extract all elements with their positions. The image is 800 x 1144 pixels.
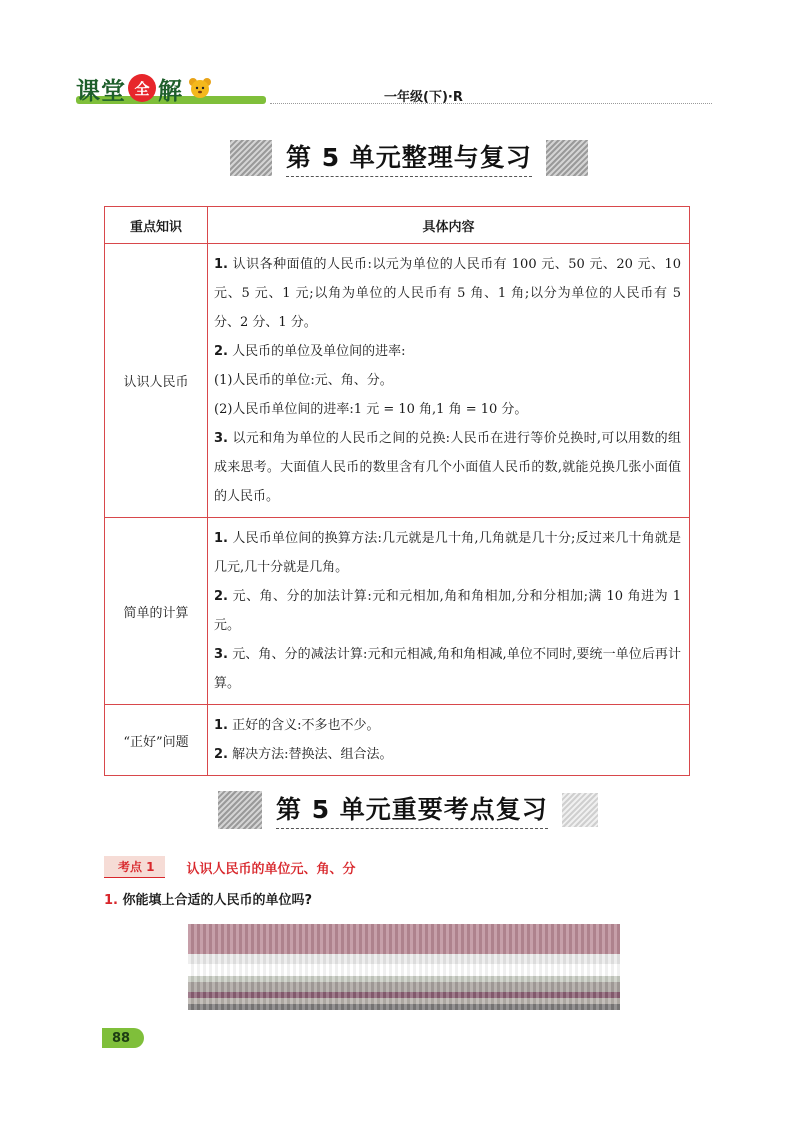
title-decoration-left [230,140,272,176]
content-item: 2. 元、角、分的加法计算:元和元相加,角和角相加,分和分相加;满 10 角进为 1 元。 [214,589,681,633]
row-topic: “正好”问题 [105,705,208,776]
content-item: 2. 解决方法:替换法、组合法。 [214,747,393,762]
book-logo [76,70,213,106]
title-decoration-right [562,793,598,827]
section-title-keypoints [218,790,598,829]
keypoint-tag: 考点 1 [104,856,165,878]
section-title-text: 第 5 单元重要考点复习 [276,790,548,829]
grade-label: 一年级(下)·R [384,90,463,105]
column-header-topic: 重点知识 [105,207,208,244]
bear-mascot-icon [187,77,213,99]
question-number: 1. [104,893,118,908]
table-row [105,518,690,705]
knowledge-table [104,206,690,776]
keypoint-title: 认识人民币的单位元、角、分 [186,861,356,877]
section-title-text: 第 5 单元整理与复习 [286,138,532,177]
title-decoration-left [218,791,262,829]
question-text: 你能填上合适的人民币的单位吗? [122,893,313,908]
row-content [208,705,690,776]
content-item: 1. 人民币单位间的换算方法:几元就是几十角,几角就是几十分;反过来几十角就是几元,几十分就是几角。 [214,531,681,575]
table-row [105,705,690,776]
question-1 [104,889,312,908]
section-title-review [230,138,588,177]
title-decoration-right [546,140,588,176]
logo-circle: 全 [128,74,156,102]
table-header-row [105,207,690,244]
row-content [208,518,690,705]
content-item: 3. 元、角、分的减法计算:元和元相减,角和角相减,单位不同时,要统一单位后再计算。 [214,647,681,691]
content-item: 1. 认识各种面值的人民币:以元为单位的人民币有 100 元、50 元、20 元、10 元、5 元、1 元;以角为单位的人民币有 5 角、1 角;以分为单位的人民币有 5 分、2 分、1 分。 [214,257,681,330]
row-content [208,244,690,518]
row-topic: 简单的计算 [105,518,208,705]
content-item: 2. 人民币的单位及单位间的进率: [214,344,406,359]
page-number: 88 [102,1028,144,1048]
table-row [105,244,690,518]
content-item: 1. 正好的含义:不多也不少。 [214,718,380,733]
row-topic: 认识人民币 [105,244,208,518]
content-item: (1)人民币的单位:元、角、分。 [214,373,393,388]
column-header-content: 具体内容 [208,207,690,244]
keypoint-heading [104,856,356,878]
logo-text-1: 课堂 [76,76,126,105]
content-item: (2)人民币单位间的进率:1 元 = 10 角,1 角 = 10 分。 [214,402,528,417]
header-divider [270,103,712,104]
logo-text-2: 解 [158,76,183,105]
currency-image [188,924,620,1010]
content-item: 3. 以元和角为单位的人民币之间的兑换:人民币在进行等价兑换时,可以用数的组成来思考。大面值人民币的数里含有几个小面值人民币的数,就能兑换几张小面值的人民币。 [214,431,682,504]
